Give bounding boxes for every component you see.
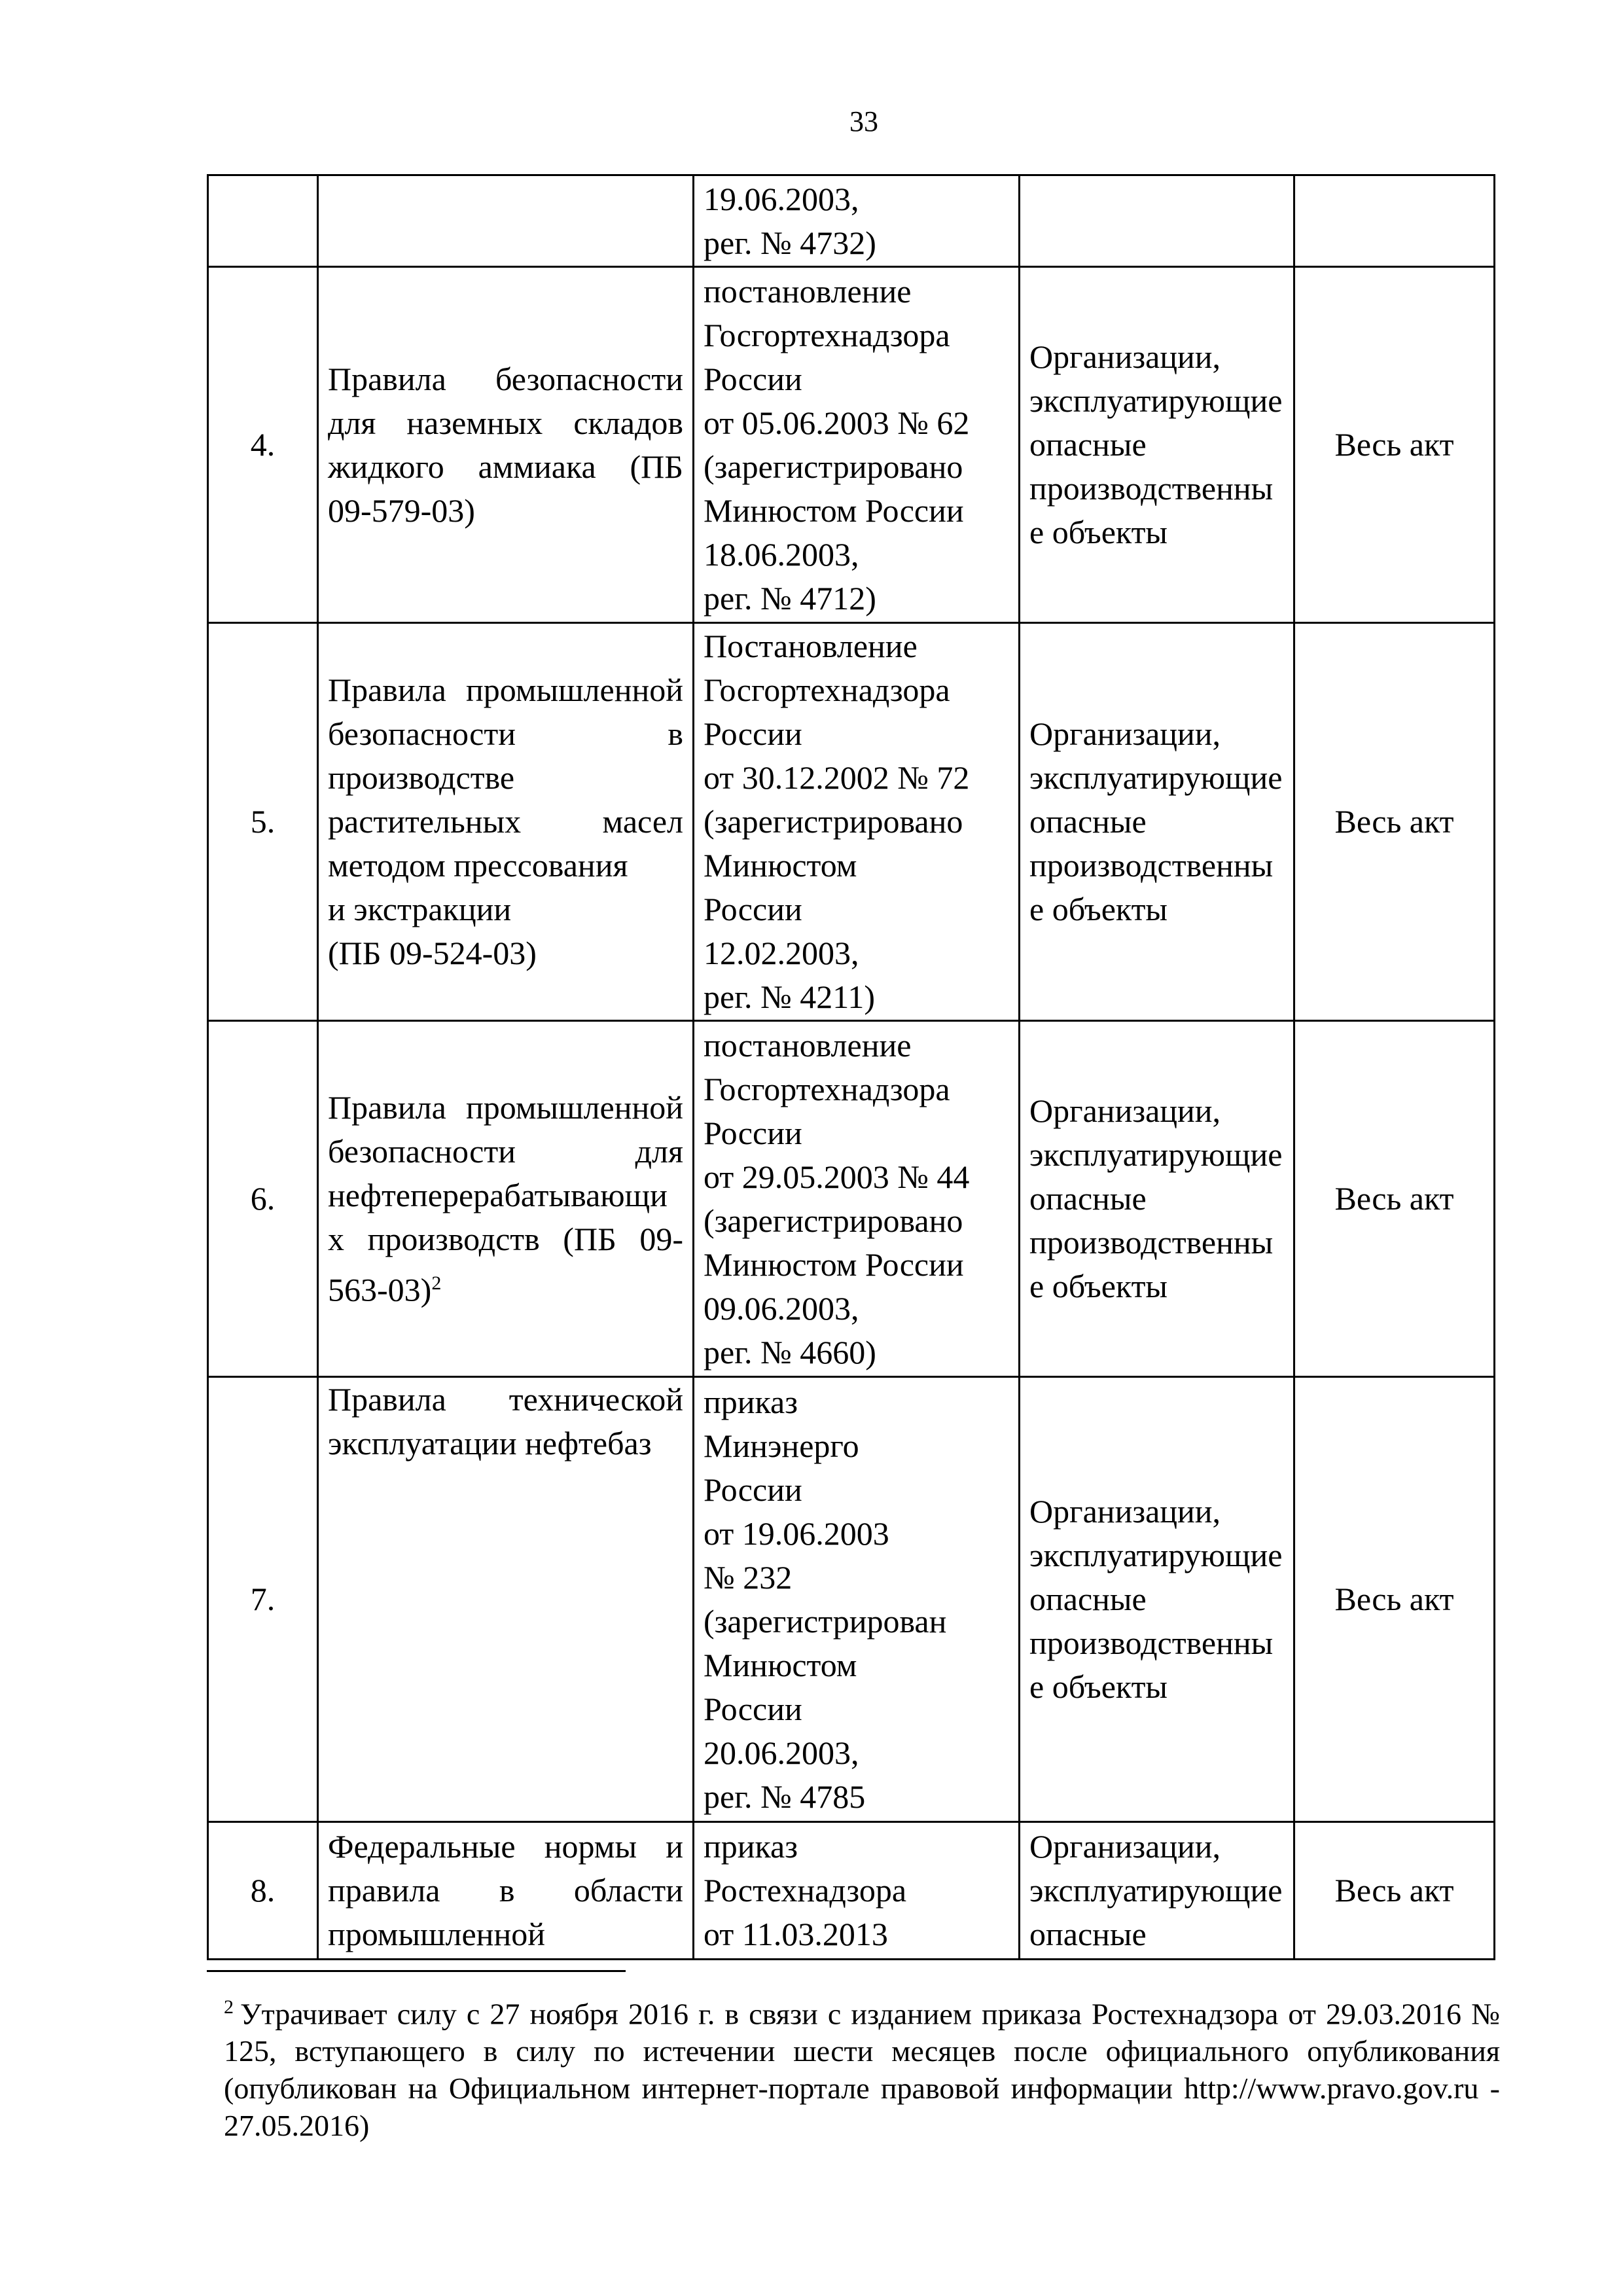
scope-of-act (1294, 175, 1495, 267)
scope-of-act: Весь акт (1294, 1377, 1495, 1822)
scope-of-act: Весь акт (1294, 267, 1495, 623)
approving-document: приказ Ростехнадзора от 11.03.2013 (694, 1822, 1020, 1960)
table-row (208, 623, 1495, 1021)
table-row (208, 175, 1495, 267)
table-row (208, 1021, 1495, 1377)
approving-document: приказ Минэнерго России от 19.06.2003 № 232 (зарегистрирован Минюстом России 20.06.2003, рег. № 4785 (694, 1377, 1020, 1822)
footnote-marker: 2 (224, 1996, 234, 2018)
rule-title-text: Правила промышленной безопасности для нефтеперерабатывающих производств (ПБ 09-563-03) (328, 1088, 683, 1308)
footnote-reference: 2 (431, 1272, 442, 1294)
row-number: 5. (208, 623, 318, 1021)
scope-of-act: Весь акт (1294, 1021, 1495, 1377)
rule-title: Правила безопасности для наземных складов жидкого аммиака (ПБ 09-579-03) (318, 267, 694, 623)
applicability (1020, 175, 1294, 267)
applicability: Организации, эксплуатирующие опасные производственные объекты (1020, 267, 1294, 623)
approving-document: Постановление Госгортехнадзора России от 30.12.2002 № 72 (зарегистрировано Минюстом России 12.02.2003, рег. № 4211) (694, 623, 1020, 1021)
footnote-text: Утрачивает силу с 27 ноября 2016 г. в связи с изданием приказа Ростехнадзора от 29.03.2016 № 125, вступающего в силу по истечении шести месяцев после официального опубликования (опубликован на Официальном интернет-портале правовой информации http://www.pravo.gov.ru - 27.05.2016) (224, 1997, 1500, 2143)
rule-title (318, 175, 694, 267)
table-row (208, 267, 1495, 623)
row-number: 7. (208, 1377, 318, 1822)
table-row (208, 1822, 1495, 1960)
applicability: Организации, эксплуатирующие опасные производственные объекты (1020, 1377, 1294, 1822)
applicability: Организации, эксплуатирующие опасные производственные объекты (1020, 623, 1294, 1021)
regulations-table (207, 174, 1495, 1960)
row-number (208, 175, 318, 267)
footnote (224, 1988, 1500, 2144)
rule-title: Федеральные нормы и правила в области промышленной (318, 1822, 694, 1960)
approving-document: 19.06.2003, рег. № 4732) (694, 175, 1020, 267)
approving-document: постановление Госгортехнадзора России от 29.05.2003 № 44 (зарегистрировано Минюстом России 09.06.2003, рег. № 4660) (694, 1021, 1020, 1377)
approving-document: постановление Госгортехнадзора России от 05.06.2003 № 62 (зарегистрировано Минюстом России 18.06.2003, рег. № 4712) (694, 267, 1020, 623)
footnote-separator (207, 1970, 626, 1972)
page-number: 33 (849, 105, 878, 137)
scope-of-act: Весь акт (1294, 1822, 1495, 1960)
row-number: 6. (208, 1021, 318, 1377)
scope-of-act: Весь акт (1294, 623, 1495, 1021)
table-row (208, 1377, 1495, 1822)
row-number: 8. (208, 1822, 318, 1960)
applicability: Организации, эксплуатирующие опасные (1020, 1822, 1294, 1960)
rule-title (318, 1021, 694, 1377)
rule-title: Правила технической эксплуатации нефтебаз (318, 1377, 694, 1822)
rule-title: Правила промышленной безопасности в производстве растительных масел методом прессования и экстракции (ПБ 09-524-03) (318, 623, 694, 1021)
applicability: Организации, эксплуатирующие опасные производственные объекты (1020, 1021, 1294, 1377)
row-number: 4. (208, 267, 318, 623)
